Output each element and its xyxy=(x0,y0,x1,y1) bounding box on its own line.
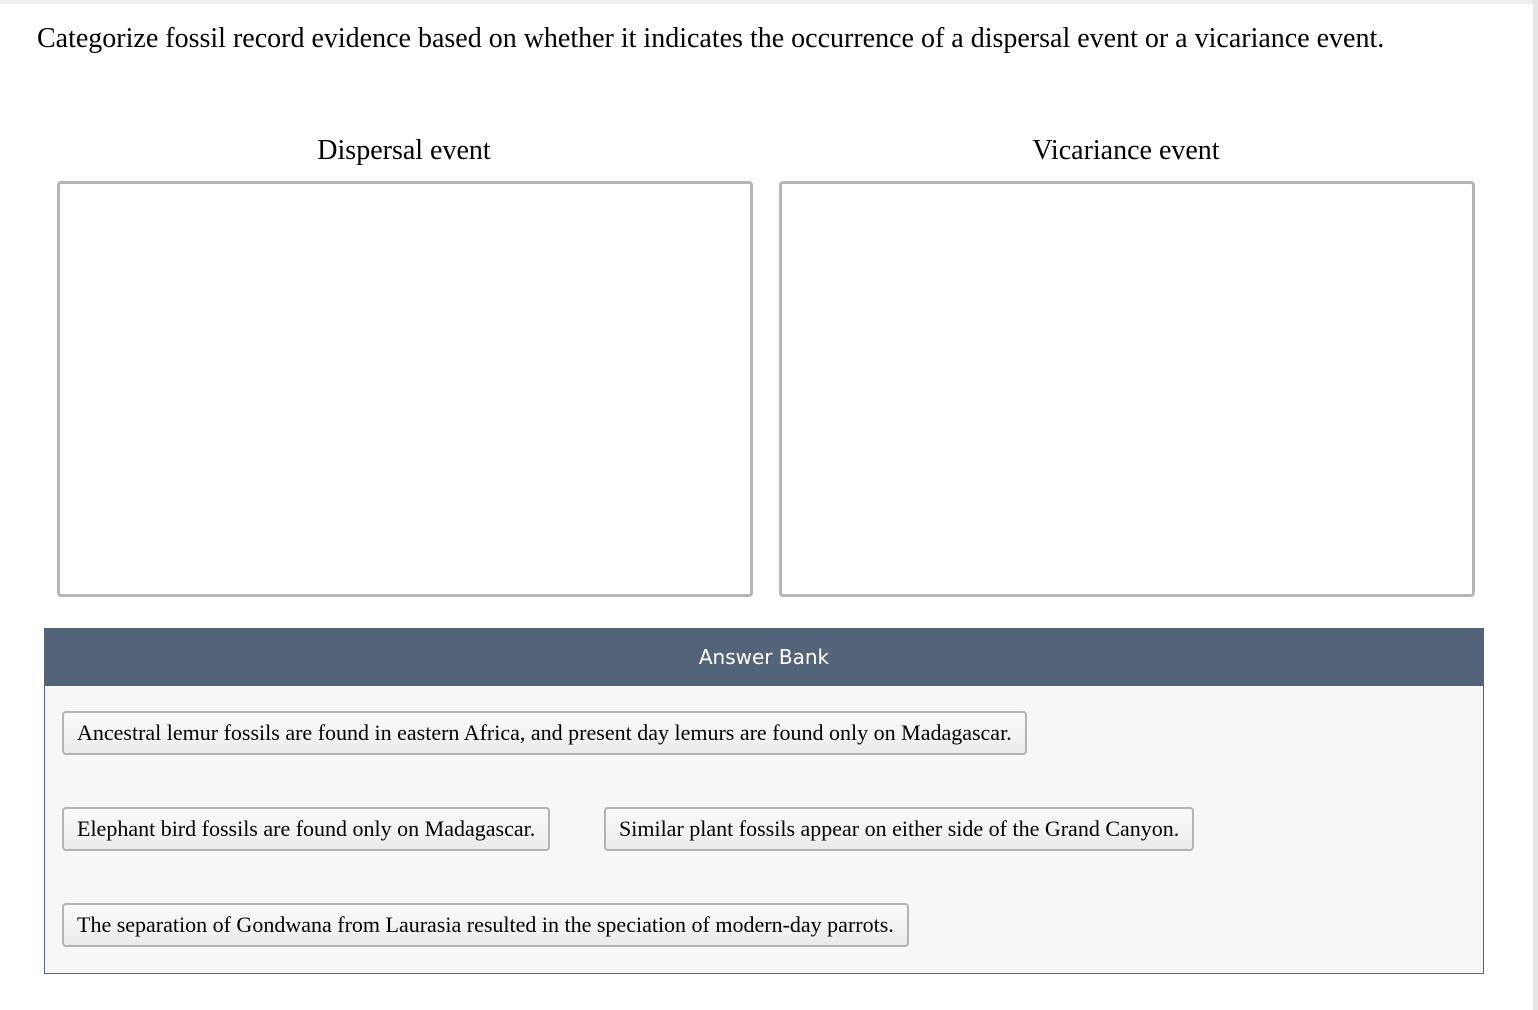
answer-chip-grand-canyon[interactable]: Similar plant fossils appear on either side of the Grand Canyon. xyxy=(604,807,1194,851)
vicariance-drop-zone[interactable] xyxy=(779,181,1475,597)
answer-chip-gondwana-parrots[interactable]: The separation of Gondwana from Laurasia resulted in the speciation of modern-day parrots. xyxy=(62,903,909,947)
scrollbar[interactable] xyxy=(1533,0,1538,1010)
question-prompt: Categorize fossil record evidence based on whether it indicates the occurrence of a dispersal event or a vicariance event. xyxy=(37,23,1385,54)
vicariance-bin-title: Vicariance event xyxy=(1032,135,1220,166)
dispersal-drop-zone[interactable] xyxy=(57,181,753,597)
answer-chip-lemur-fossils[interactable]: Ancestral lemur fossils are found in eastern Africa, and present day lemurs are found only on Madagascar. xyxy=(62,711,1027,755)
answer-bank[interactable] xyxy=(44,628,1484,974)
answer-bank-title: Answer Bank xyxy=(45,629,1483,686)
answer-chip-elephant-bird[interactable]: Elephant bird fossils are found only on Madagascar. xyxy=(62,807,550,851)
dispersal-bin-title: Dispersal event xyxy=(317,135,491,166)
top-divider xyxy=(0,0,1538,4)
